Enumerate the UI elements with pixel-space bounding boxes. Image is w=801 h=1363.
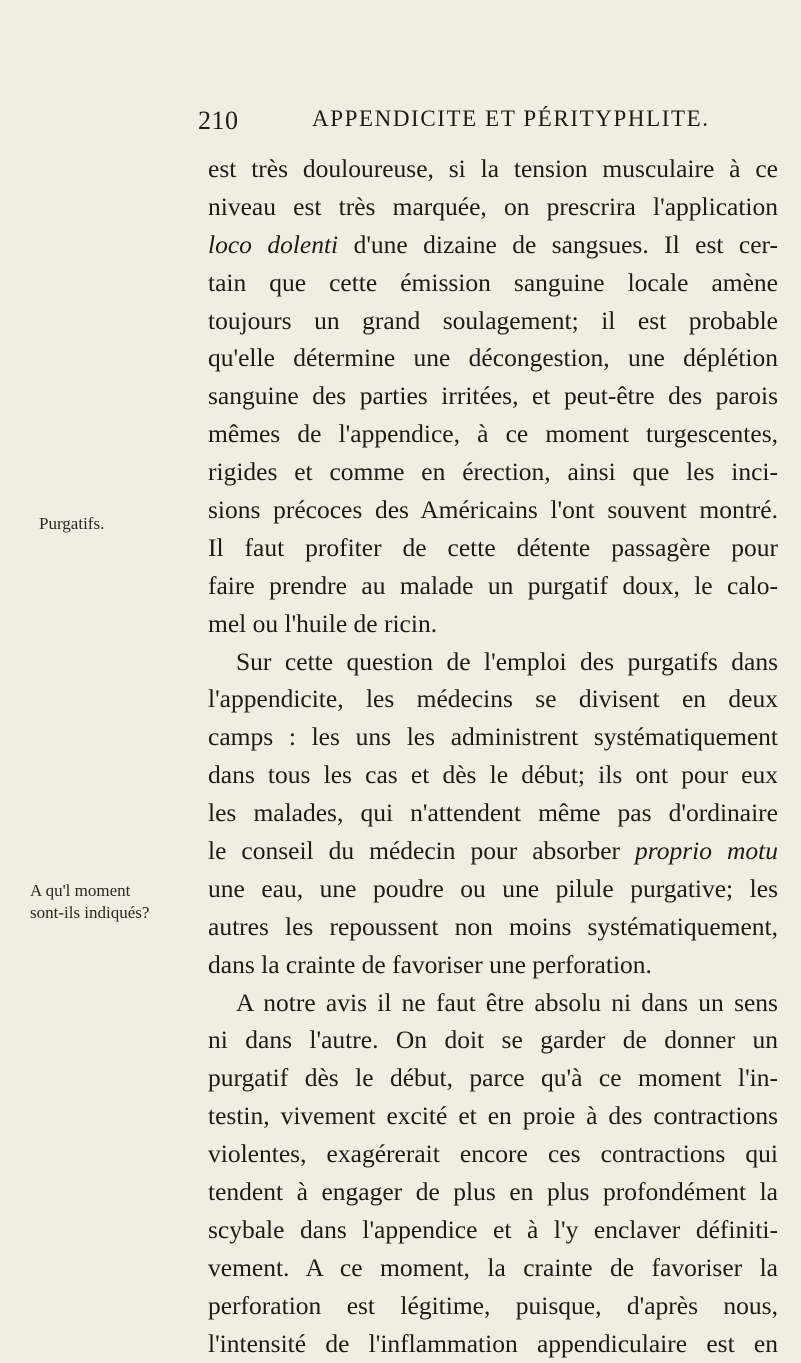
text-line: sions précoces des Américains l'ont souvent montré. bbox=[208, 495, 778, 525]
text-span: le conseil du médecin pour absorber bbox=[208, 836, 636, 866]
page-header bbox=[0, 106, 801, 146]
margin-note-moment bbox=[30, 880, 149, 924]
text-line: Il faut profiter de cette détente passagère pour bbox=[208, 532, 778, 562]
page-number: 210 bbox=[198, 106, 239, 135]
text-line: mel ou l'huile de ricin. bbox=[208, 608, 438, 638]
text-line: dans tous les cas et dès le début; ils ont pour eux bbox=[208, 760, 778, 790]
text-line: qu'elle détermine une décongestion, une déplétion bbox=[208, 343, 778, 373]
margin-note-purgatifs bbox=[39, 513, 104, 535]
text-line: Sur cette question de l'emploi des purgatifs dans bbox=[236, 646, 778, 676]
text-line bbox=[208, 832, 778, 870]
text-line: vement. A ce moment, la crainte de favoriser la bbox=[208, 1252, 778, 1282]
text-line: violentes, exagérerait encore ces contractions qui bbox=[208, 1139, 778, 1169]
margin-note-text: sont-ils indiqués? bbox=[30, 903, 150, 922]
text-line: tain que cette émission sanguine locale amène bbox=[208, 267, 778, 297]
italic-phrase: loco dolenti bbox=[208, 229, 339, 259]
text-line: camps : les uns les administrent systématiquement bbox=[208, 722, 778, 752]
text-line: faire prendre au malade un purgatif doux, le calo- bbox=[208, 570, 778, 600]
text-line: l'appendicite, les médecins se divisent en deux bbox=[208, 684, 778, 714]
text-line: mêmes de l'appendice, à ce moment turgescentes, bbox=[208, 419, 778, 449]
italic-phrase: proprio motu bbox=[635, 836, 778, 866]
text-line: testin, vivement excité et en proie à des contractions bbox=[208, 1101, 778, 1131]
text-line bbox=[208, 226, 778, 264]
text-line: toujours un grand soulagement; il est probable bbox=[208, 305, 778, 335]
text-line: rigides et comme en érection, ainsi que les inci- bbox=[208, 457, 778, 487]
text-span: d'une dizaine de sangsues. Il est cer- bbox=[338, 229, 778, 259]
text-line: ni dans l'autre. On doit se garder de donner un bbox=[208, 1025, 778, 1055]
body-text bbox=[208, 150, 778, 1363]
margin-note-text: A qu'l moment bbox=[30, 881, 131, 900]
text-line: purgatif dès le début, parce qu'à ce moment l'in- bbox=[208, 1063, 778, 1093]
text-line: dans la crainte de favoriser une perforation. bbox=[208, 949, 652, 979]
text-line: l'intensité de l'inflammation appendiculaire est en bbox=[208, 1328, 778, 1358]
margin-note-text: Purgatifs. bbox=[39, 514, 105, 533]
text-line: tendent à engager de plus en plus profondément la bbox=[208, 1177, 778, 1207]
text-line: les malades, qui n'attendent même pas d'ordinaire bbox=[208, 798, 778, 828]
text-line: sanguine des parties irritées, et peut-être des parois bbox=[208, 381, 778, 411]
text-line: scybale dans l'appendice et à l'y enclaver définiti- bbox=[208, 1214, 778, 1244]
text-line: niveau est très marquée, on prescrira l'application bbox=[208, 191, 778, 221]
text-line: autres les repoussent non moins systématiquement, bbox=[208, 911, 778, 941]
text-line: est très douloureuse, si la tension musculaire à ce bbox=[208, 154, 778, 183]
text-line: A notre avis il ne faut être absolu ni dans un sens bbox=[236, 987, 778, 1017]
text-line: une eau, une poudre ou une pilule purgative; les bbox=[208, 873, 778, 903]
text-line: perforation est légitime, puisque, d'après nous, bbox=[208, 1290, 778, 1320]
running-title: APPENDICITE ET PÉRITYPHLITE. bbox=[312, 106, 710, 131]
